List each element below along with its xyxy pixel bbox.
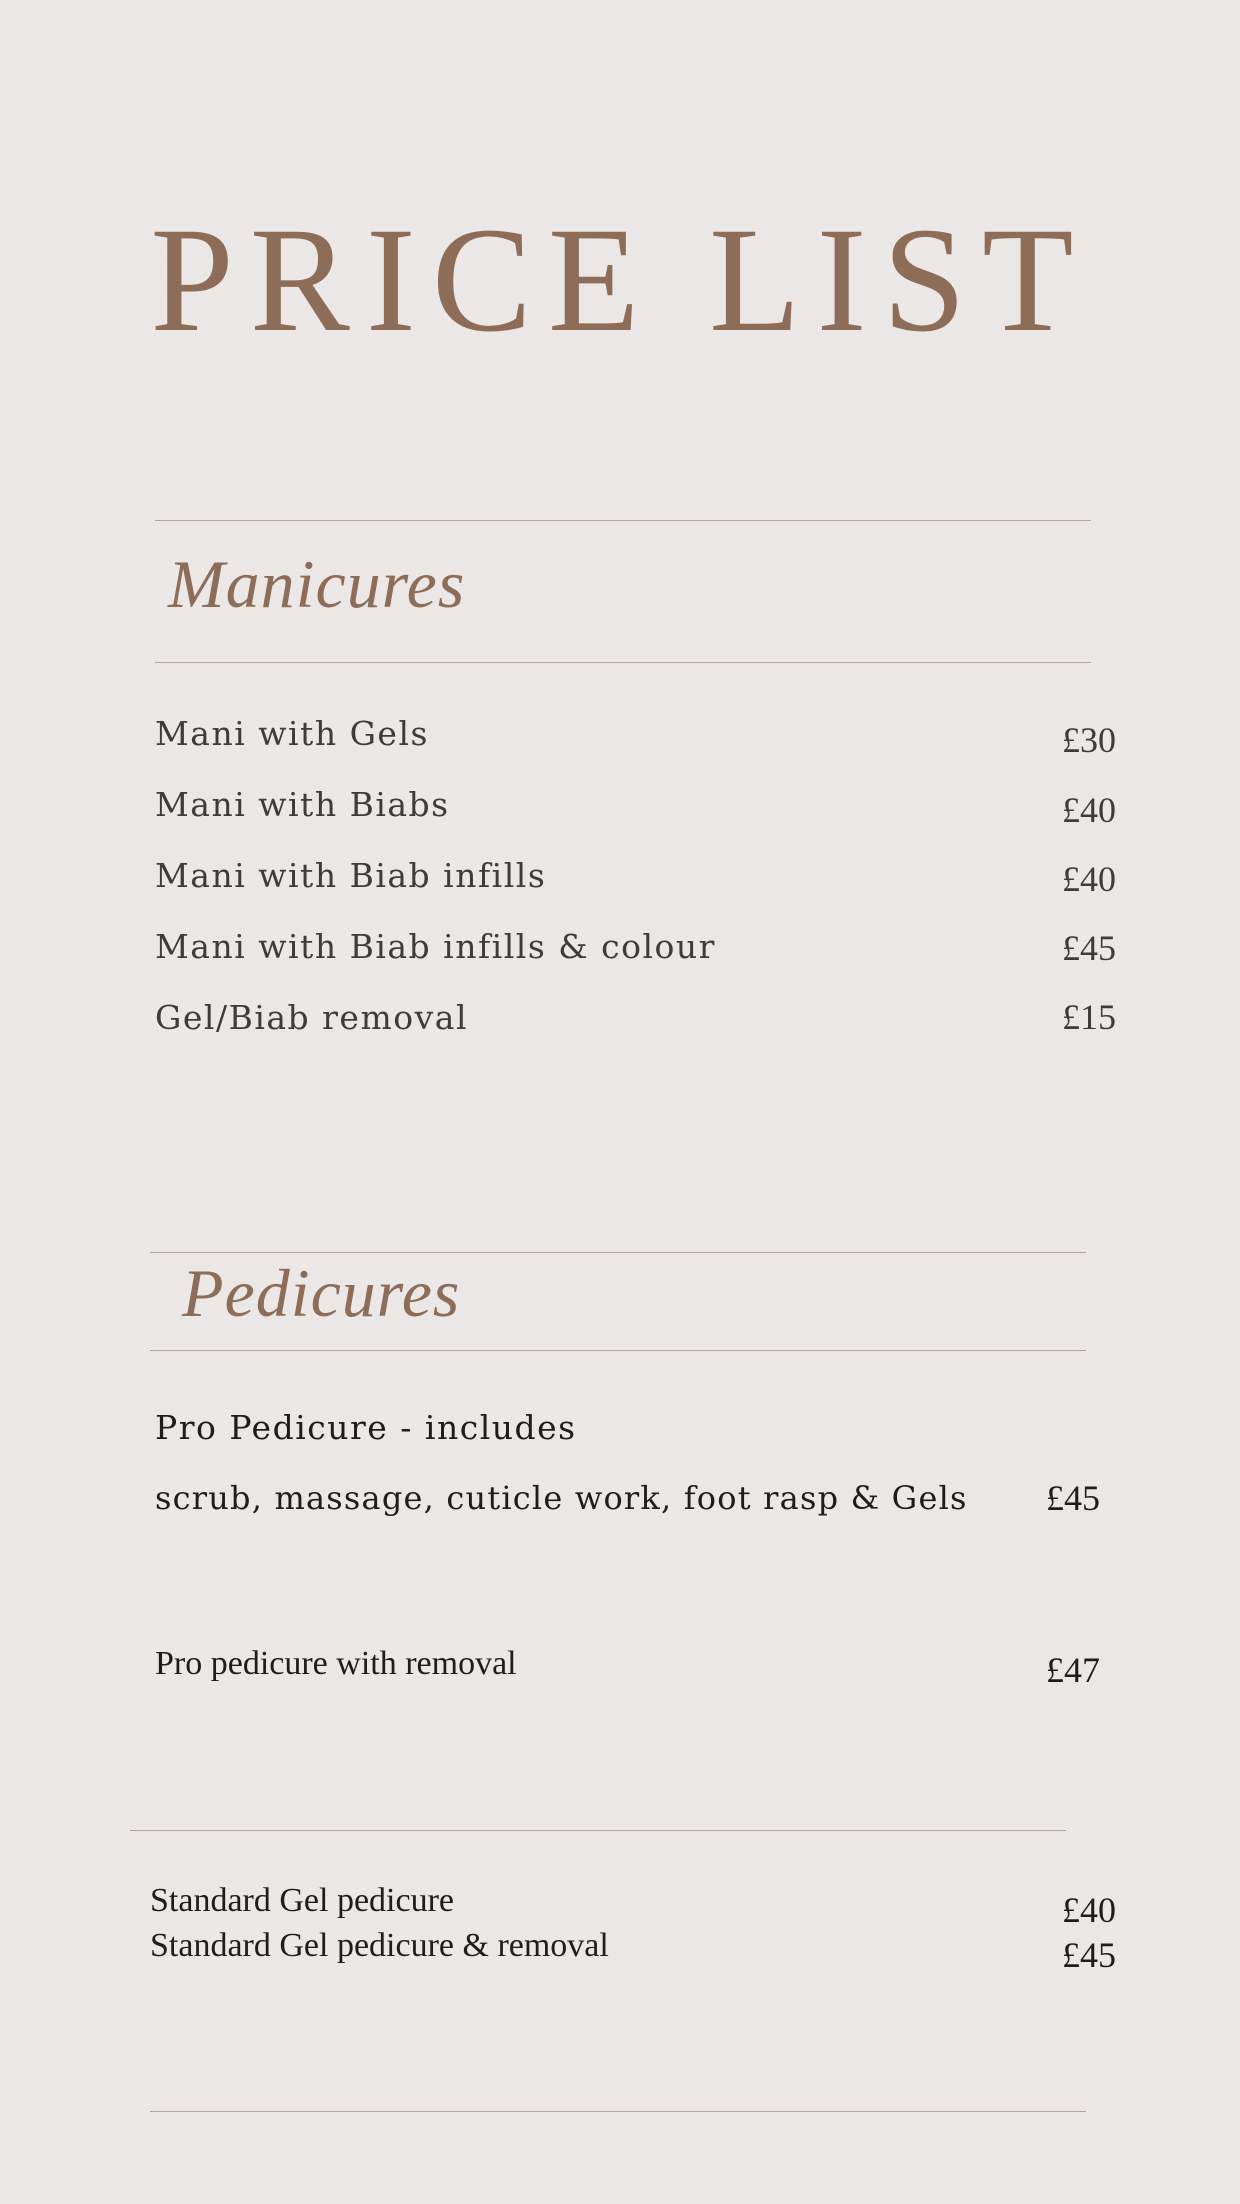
standard-item-price: £45 xyxy=(1062,1935,1116,1975)
manicure-item-price: £15 xyxy=(1062,997,1116,1037)
section-heading-manicures: Manicures xyxy=(168,546,466,622)
manicure-item-name: Mani with Biab infills & colour xyxy=(155,927,716,966)
pro-pedicure-removal-price: £47 xyxy=(1046,1650,1100,1690)
page-title: PRICE LIST xyxy=(150,197,1090,363)
divider-bottom xyxy=(150,2111,1086,2112)
manicure-item-name: Mani with Gels xyxy=(155,714,429,753)
manicure-item-price: £40 xyxy=(1062,790,1116,830)
standard-item-name: Standard Gel pedicure xyxy=(150,1882,454,1919)
manicure-item-price: £40 xyxy=(1062,859,1116,899)
manicure-item-name: Mani with Biabs xyxy=(155,785,450,824)
divider-standard-top xyxy=(130,1830,1066,1831)
divider-manicures-top xyxy=(155,520,1091,521)
pro-pedicure-price: £45 xyxy=(1046,1478,1100,1518)
pro-pedicure-removal-name: Pro pedicure with removal xyxy=(155,1645,517,1682)
manicure-item-name: Gel/Biab removal xyxy=(155,998,468,1037)
divider-pedicures-top xyxy=(150,1252,1086,1253)
divider-manicures-bottom xyxy=(155,662,1091,663)
standard-item-name: Standard Gel pedicure & removal xyxy=(150,1927,609,1964)
manicure-item-name: Mani with Biab infills xyxy=(155,856,547,895)
pro-pedicure-description: scrub, massage, cuticle work, foot rasp & Gels xyxy=(155,1479,968,1517)
manicure-item-price: £30 xyxy=(1062,720,1116,760)
standard-item-price: £40 xyxy=(1062,1890,1116,1930)
manicure-item-price: £45 xyxy=(1062,928,1116,968)
divider-pedicures-bottom xyxy=(150,1350,1086,1351)
pro-pedicure-title: Pro Pedicure - includes xyxy=(155,1408,577,1447)
section-heading-pedicures: Pedicures xyxy=(182,1255,461,1331)
